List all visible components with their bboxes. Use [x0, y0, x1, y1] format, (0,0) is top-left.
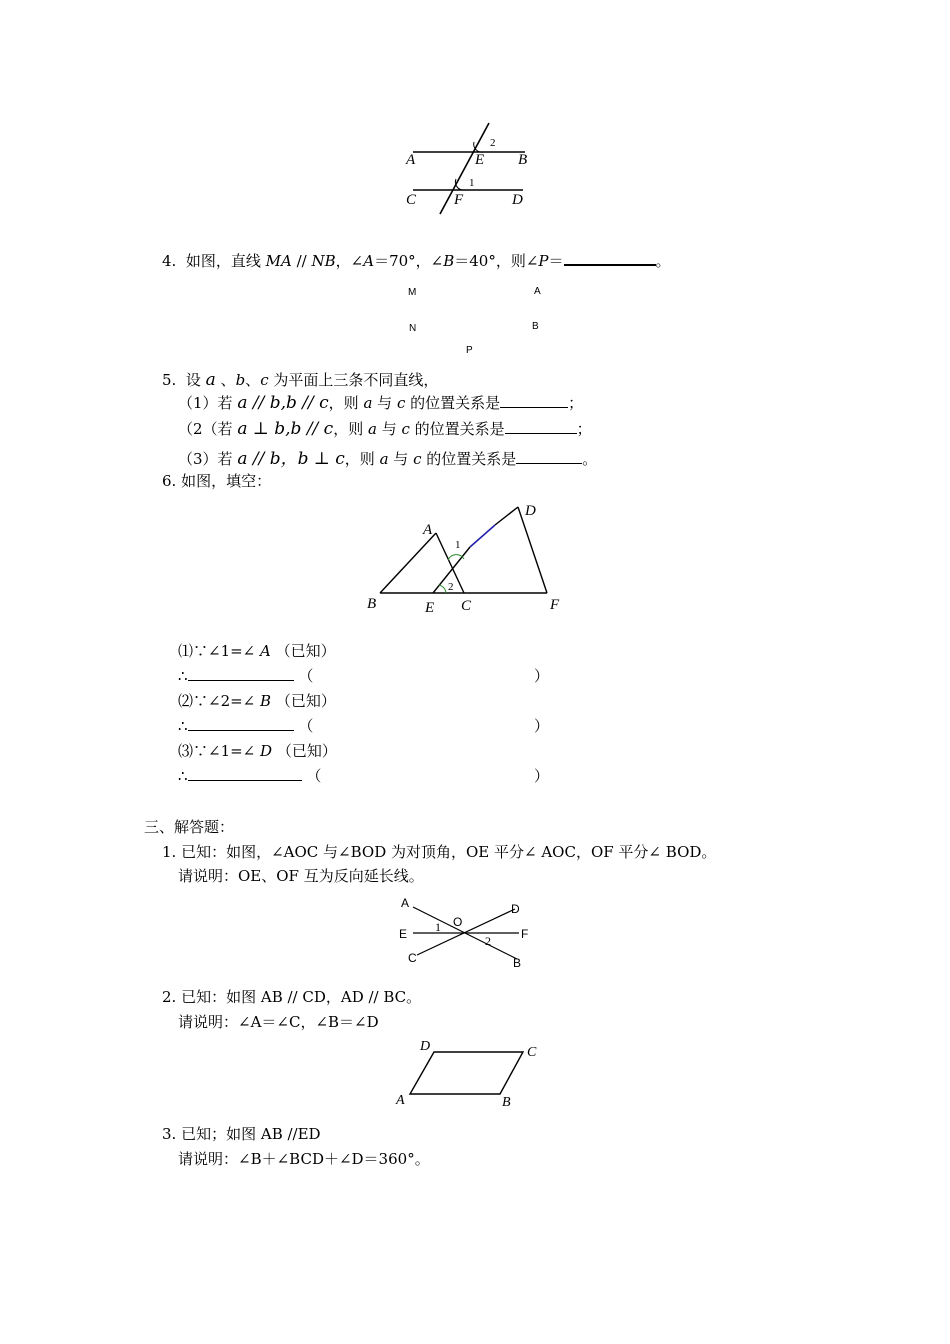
q4-label-B: B	[532, 321, 539, 332]
question-5-part-3: （3）若 a // b，b ⊥ c，则 a 与 c 的位置关系是 。	[178, 449, 598, 469]
q4-label-P: P	[466, 345, 473, 356]
angle-1-label: 1	[455, 539, 461, 551]
q6-line-4: ∴ （	[178, 717, 314, 735]
label-A: A	[401, 896, 410, 910]
problem-2-line-2: 请说明：∠A＝∠C，∠B＝∠D	[178, 1013, 379, 1031]
label-A: A	[396, 1093, 405, 1108]
q6-line-3: ⑵∵∠2=∠ B （已知）	[178, 692, 336, 710]
label-D: D	[420, 1039, 431, 1054]
triangles-figure	[360, 497, 570, 617]
label-E: E	[425, 600, 435, 616]
q6-line-1: ⑴∵∠1=∠ A （已知）	[178, 642, 336, 660]
angle-2-label: 2	[448, 581, 454, 593]
label-A: A	[406, 152, 416, 168]
problem-3-line-2: 请说明：∠B＋∠BCD＋∠D＝360°。	[178, 1150, 430, 1168]
parallelogram-figure	[390, 1036, 550, 1112]
question-4: 4. 如图，直线 MA // NB，∠A＝70°，∠B＝40°，则∠P＝ 。	[162, 252, 671, 270]
problem-1-line-2: 请说明：OE、OF 互为反向延长线。	[178, 867, 424, 885]
answer-blank[interactable]	[188, 780, 302, 781]
label-B: B	[502, 1095, 511, 1110]
label-O: O	[453, 915, 463, 929]
answer-blank[interactable]	[500, 407, 568, 408]
label-B: B	[513, 956, 522, 970]
q4-label-A: A	[534, 286, 541, 297]
question-5-part-1: （1）若 a // b,b // c，则 a 与 c 的位置关系是 ；	[178, 393, 584, 413]
question-5: 5. 设 a 、b、c 为平面上三条不同直线，	[162, 370, 439, 390]
q4-label-N: N	[409, 323, 417, 334]
label-D: D	[511, 902, 520, 916]
angle-1-label: 1	[469, 177, 475, 189]
q6-line-6-close: ）	[534, 767, 550, 785]
problem-1: 1. 已知：如图，∠AOC 与∠BOD 为对顶角，OE 平分∠ AOC，OF 平分∠ BOD。	[162, 843, 717, 861]
q4-label-M: M	[408, 287, 417, 298]
label-C: C	[406, 192, 417, 208]
angle-2-label: 2	[490, 137, 496, 149]
question-6: 6. 如图，填空：	[162, 472, 272, 490]
angle-1-label: 1	[435, 920, 441, 934]
label-D: D	[512, 192, 523, 208]
label-C: C	[461, 598, 472, 614]
angle-2-label: 2	[485, 934, 491, 948]
label-F: F	[550, 597, 560, 613]
label-D: D	[525, 503, 536, 519]
answer-blank[interactable]	[188, 730, 294, 731]
label-F: F	[521, 927, 529, 941]
label-E: E	[399, 927, 408, 941]
q6-line-4-close: ）	[534, 717, 550, 735]
label-A: A	[423, 522, 433, 538]
q6-line-2: ∴ （	[178, 667, 314, 685]
vertical-angles-figure	[395, 893, 535, 971]
label-C: C	[527, 1045, 537, 1060]
answer-blank[interactable]	[505, 433, 577, 434]
answer-blank[interactable]	[188, 680, 294, 681]
answer-blank[interactable]	[564, 264, 656, 266]
section-3-title: 三、解答题：	[144, 818, 235, 836]
problem-2: 2. 已知：如图 AB // CD，AD // BC。	[162, 988, 422, 1006]
q6-line-6: ∴ （	[178, 767, 322, 785]
parallel-lines-figure	[395, 118, 545, 222]
question-5-part-2: （2（若 a ⊥ b,b // c，则 a 与 c 的位置关系是 ；	[178, 419, 592, 439]
label-B: B	[367, 596, 377, 612]
label-B: B	[518, 152, 528, 168]
answer-blank[interactable]	[516, 463, 582, 464]
problem-3: 3. 已知；如图 AB //ED	[162, 1125, 321, 1143]
q6-line-2-close: ）	[534, 667, 550, 685]
label-E: E	[475, 152, 485, 168]
q6-line-5: ⑶∵∠1=∠ D （已知）	[178, 742, 337, 760]
label-C: C	[408, 951, 417, 965]
label-F: F	[454, 192, 464, 208]
